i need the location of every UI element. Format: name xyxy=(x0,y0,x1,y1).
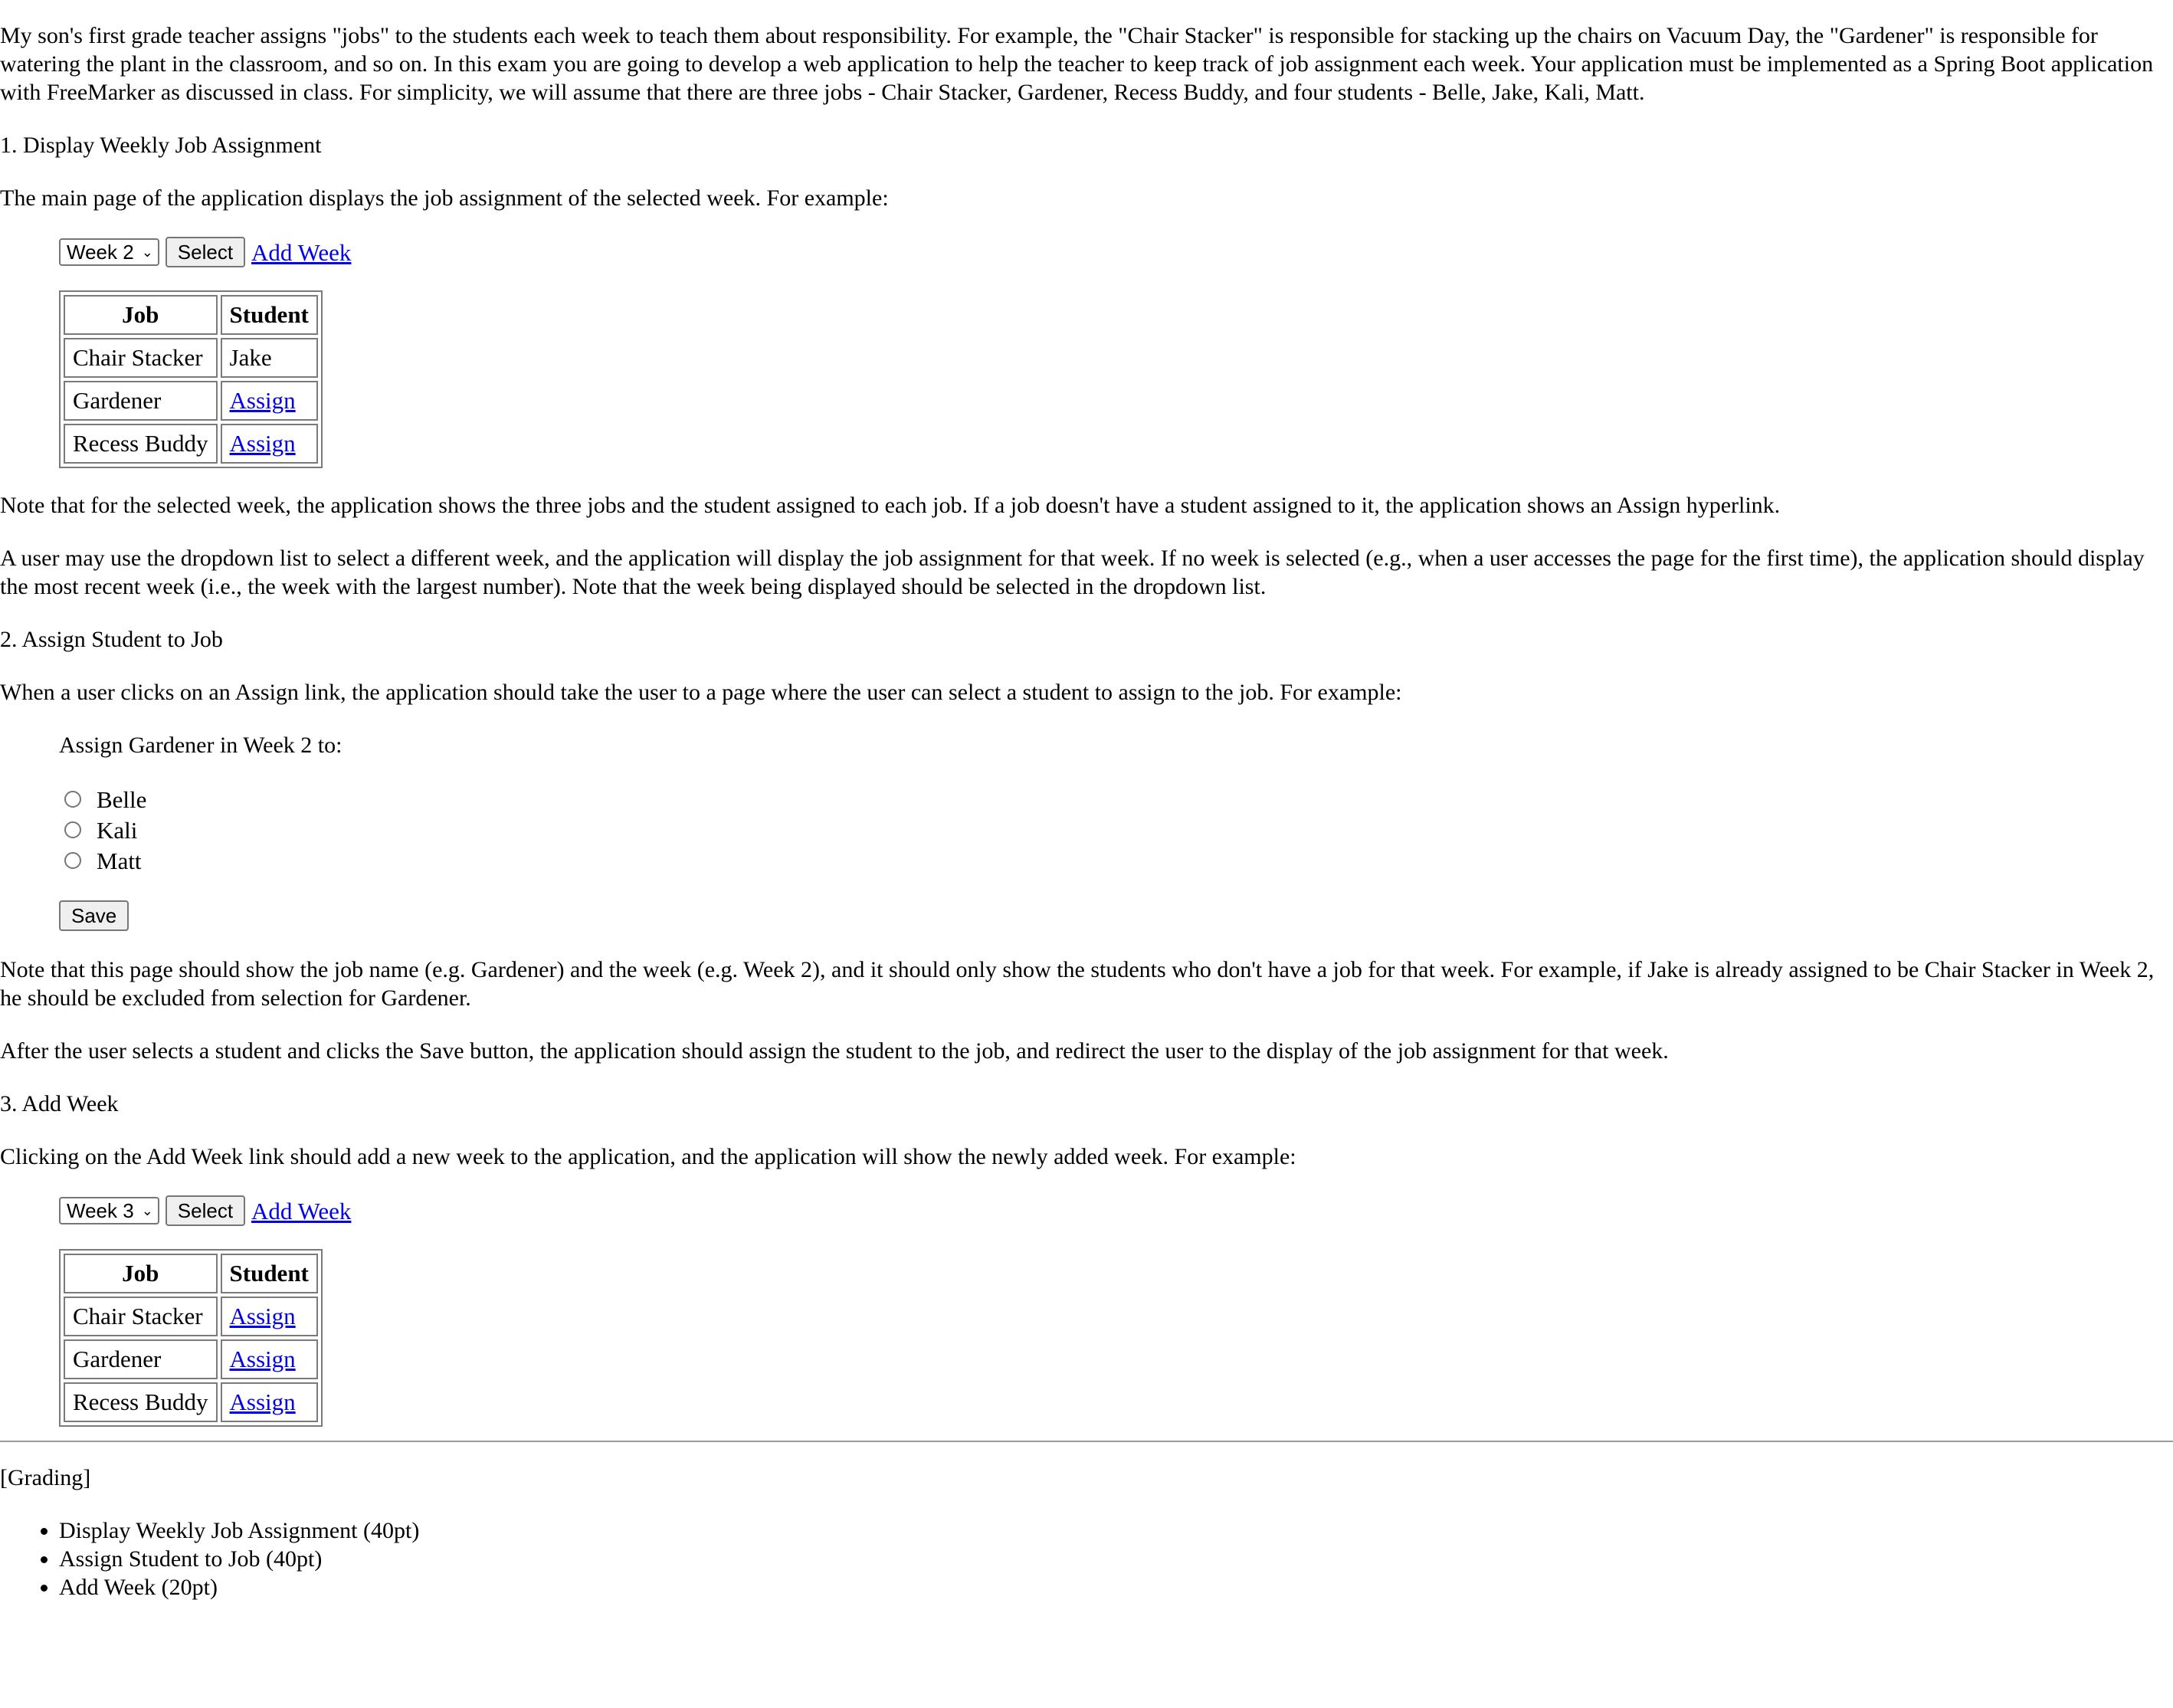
job-column-header: Job xyxy=(64,1254,218,1293)
section3-description: Clicking on the Add Week link should add a new week to the application, and the application will show the newly added week. For example: xyxy=(0,1144,1296,1169)
job-cell: Recess Buddy xyxy=(64,424,218,464)
divider xyxy=(0,1441,2173,1442)
section2-description: When a user clicks on an Assign link, the application should take the user to a page where the user can select a student to assign to the job. For example: xyxy=(0,680,1402,705)
job-cell: Recess Buddy xyxy=(64,1382,218,1422)
table-row xyxy=(64,1339,318,1379)
student-cell xyxy=(221,1297,318,1336)
section1-note-dropdown: A user may use the dropdown list to select a different week, and the application will display the job assignment for that week. If no week is selected (e.g., when a user accesses the page for the first time), the application should display the most recent week (i.e., the week with the largest number). Note that the week being displayed should be selected in the dropdown list. xyxy=(0,546,2145,599)
section2-note-students: Note that this page should show the job name (e.g. Gardener) and the week (e.g. Week 2), and it should only show the students who don't have a job for that week. For example, if Jake is already assigned to be Chair Stacker in Week 2, he should be excluded from selection for Gardener. xyxy=(0,957,2155,1011)
table-row xyxy=(64,424,318,464)
assign-link[interactable]: Assign xyxy=(229,430,296,457)
radio-option[interactable] xyxy=(64,784,2173,815)
section2-heading: 2. Assign Student to Job xyxy=(0,627,223,652)
intro-paragraph: My son's first grade teacher assigns "jobs" to the students each week to teach them about responsibility. For example, the "Chair Stacker" is responsible for stacking up the chairs on Vacuum Day, the "Gardener" is responsible for watering the plant in the classroom, and so on. In this exam you are going to develop a web application to help the teacher to keep track of job assignment each week. Your application must be implemented as a Spring Boot application with FreeMarker as discussed in class. For simplicity, we will assume that there are three jobs - Chair Stacker, Gardener, Recess Buddy, and four students - Belle, Jake, Kali, Matt. xyxy=(0,23,2154,105)
section2-note-save: After the user selects a student and clicks the Save button, the application should assign the student to the job, and redirect the user to the display of the job assignment for that week. xyxy=(0,1038,1669,1064)
student-cell xyxy=(221,381,318,421)
radio-label: Kali xyxy=(97,816,138,844)
week-select[interactable] xyxy=(59,1197,159,1224)
week-select[interactable] xyxy=(59,238,159,266)
radio-button[interactable] xyxy=(64,852,81,869)
add-week-link[interactable]: Add Week xyxy=(251,1197,352,1224)
save-row xyxy=(59,900,2173,931)
student-radio-group xyxy=(64,784,2173,876)
table-row xyxy=(64,1297,318,1336)
job-cell: Chair Stacker xyxy=(64,1297,218,1336)
assign-link[interactable]: Assign xyxy=(229,1303,296,1329)
job-column-header: Job xyxy=(64,295,218,335)
student-column-header: Student xyxy=(221,295,318,335)
section1-heading: 1. Display Weekly Job Assignment xyxy=(0,133,322,158)
save-button[interactable]: Save xyxy=(59,900,129,931)
assign-link[interactable]: Assign xyxy=(229,1346,296,1372)
student-cell xyxy=(221,424,318,464)
table-row xyxy=(64,1382,318,1422)
radio-option[interactable] xyxy=(64,815,2173,845)
job-cell: Chair Stacker xyxy=(64,338,218,378)
assign-prompt: Assign Gardener in Week 2 to: xyxy=(59,733,343,758)
table-header-row xyxy=(64,1254,318,1293)
section1-note-assign: Note that for the selected week, the application shows the three jobs and the student assigned to each job. If a job doesn't have a student assigned to it, the application shows an Assign hyperlink. xyxy=(0,493,1781,518)
week-select-value: Week 3 xyxy=(67,1198,134,1222)
table-header-row xyxy=(64,295,318,335)
assign-link[interactable]: Assign xyxy=(229,387,296,414)
section3-heading: 3. Add Week xyxy=(0,1091,119,1116)
week-controls-example2 xyxy=(59,1195,2173,1226)
table-row xyxy=(64,381,318,421)
student-cell xyxy=(221,1339,318,1379)
week-select-value: Week 2 xyxy=(67,240,134,264)
list-item: • Display Weekly Job Assignment (40pt) xyxy=(59,1516,2173,1545)
list-item: • Assign Student to Job (40pt) xyxy=(59,1545,2173,1573)
radio-label: Matt xyxy=(97,847,142,874)
radio-option[interactable] xyxy=(64,845,2173,876)
chevron-down-icon: ⌄ xyxy=(141,1202,153,1218)
section1-description: The main page of the application displays the job assignment of the selected week. For example: xyxy=(0,185,889,211)
week-controls-example1 xyxy=(59,237,2173,267)
student-column-header: Student xyxy=(221,1254,318,1293)
grading-list xyxy=(0,1516,2173,1601)
table-row xyxy=(64,338,318,378)
student-cell: Jake xyxy=(221,338,318,378)
chevron-down-icon: ⌄ xyxy=(141,244,153,260)
job-cell: Gardener xyxy=(64,381,218,421)
job-cell: Gardener xyxy=(64,1339,218,1379)
radio-label: Belle xyxy=(97,785,147,813)
select-button[interactable]: Select xyxy=(166,237,245,267)
job-assignment-table xyxy=(59,290,323,468)
assign-link[interactable]: Assign xyxy=(229,1388,296,1415)
add-week-link[interactable]: Add Week xyxy=(251,238,352,266)
radio-button[interactable] xyxy=(64,821,81,838)
list-item: • Add Week (20pt) xyxy=(59,1573,2173,1601)
student-cell xyxy=(221,1382,318,1422)
grading-heading: [Grading] xyxy=(0,1465,91,1490)
job-assignment-table xyxy=(59,1249,323,1427)
radio-button[interactable] xyxy=(64,791,81,808)
select-button[interactable]: Select xyxy=(166,1195,245,1226)
